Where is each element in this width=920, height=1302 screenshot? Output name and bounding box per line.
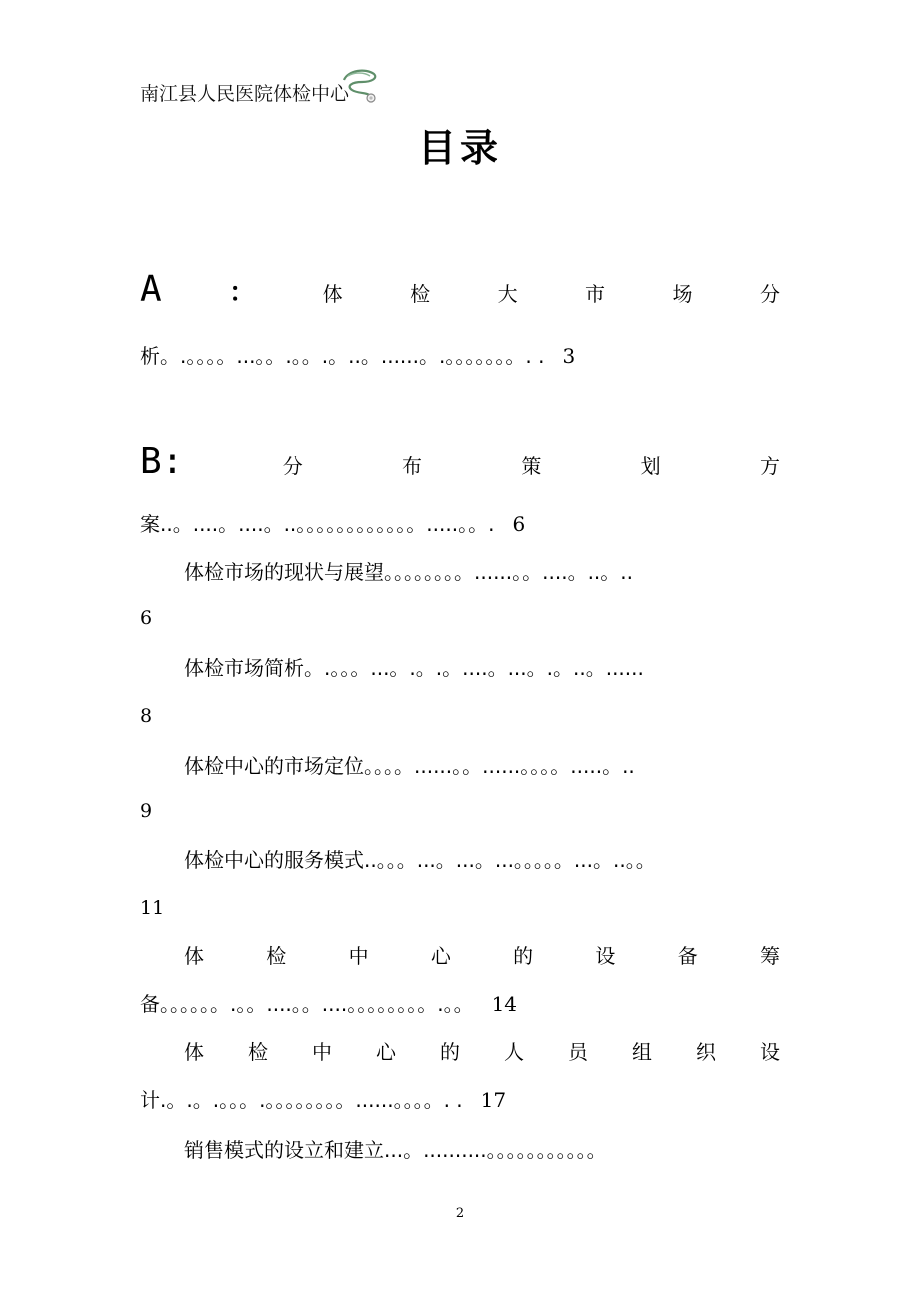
toc-char: 分 (282, 454, 303, 478)
stethoscope-logo-icon (338, 66, 380, 106)
page-number: 2 (455, 1206, 465, 1221)
toc-entry-equipment-leader[interactable] (140, 990, 517, 1018)
toc-char: 人 (504, 1040, 524, 1064)
toc-entry-text: 体检中心的服务模式..。。。...。...。...。。。。。...。..。。 (184, 848, 656, 872)
toc-char: 市 (585, 282, 606, 306)
toc-char: 方 (760, 454, 780, 478)
toc-page-number: 8 (140, 705, 153, 727)
toc-char: 体 (184, 944, 204, 968)
toc-char: 检 (248, 1040, 268, 1064)
toc-entry-service-model[interactable] (184, 846, 656, 874)
toc-char: 分 (759, 282, 780, 306)
toc-char: 场 (672, 282, 693, 306)
toc-char: 体 (184, 1040, 204, 1064)
toc-page-number: 6 (140, 607, 153, 629)
toc-page-number: 6 (512, 512, 526, 536)
toc-char: 设 (595, 944, 616, 968)
toc-leader-text: 备。。。。。。.。。....。。....。。。。。。。。.。。 (140, 992, 474, 1016)
toc-entry-sales-model[interactable] (184, 1136, 607, 1164)
toc-entry-text: 体检中心的市场定位。。。。......。。......。。。。.....。.. (184, 754, 635, 778)
toc-char: 检 (410, 282, 431, 306)
toc-char: 中 (312, 1040, 332, 1064)
toc-char: 策 (521, 454, 542, 478)
toc-entry-staff-leader[interactable] (140, 1086, 506, 1114)
toc-char: 员 (568, 1040, 588, 1064)
toc-char: A (140, 269, 162, 310)
toc-page-number: 17 (480, 1088, 507, 1112)
toc-char: 心 (430, 944, 451, 968)
toc-char: 心 (376, 1040, 396, 1064)
toc-char: 的 (513, 944, 534, 968)
toc-entry-a-leader[interactable] (140, 342, 575, 370)
toc-leader-text: 计.。.。.。。。.。。。。。。。。......。。。。. . (140, 1088, 463, 1112)
toc-char: 布 (402, 454, 423, 478)
toc-char: B: (140, 441, 184, 482)
toc-entry-b-leader[interactable] (140, 510, 525, 538)
toc-char: 大 (497, 282, 518, 306)
toc-char: 体 (322, 282, 343, 306)
toc-entry-equipment-heading[interactable] (184, 942, 780, 970)
toc-entry-text: 销售模式的设立和建立...。..........。。。。。。。。。。。 (184, 1138, 607, 1162)
toc-page-number: 11 (140, 897, 165, 919)
toc-entry-b-heading[interactable] (140, 441, 780, 482)
toc-entry-text: 体检市场的现状与展望。。。。。。。。......。。....。..。.. (184, 560, 634, 584)
toc-char: 检 (266, 944, 287, 968)
toc-char: 组 (632, 1040, 652, 1064)
toc-char: 织 (696, 1040, 716, 1064)
toc-char: 设 (760, 1040, 780, 1064)
toc-entry-a-heading[interactable] (140, 269, 780, 310)
page-title: 目录 (417, 126, 502, 170)
toc-char: 中 (348, 944, 369, 968)
toc-leader-text: 析。.。。。。...。。.。。.。..。......。.。。。。。。。. . (140, 344, 545, 368)
toc-leader-text: 案..。....。....。..。。。。。。。。。。。。.....。。. (140, 512, 495, 536)
toc-entry-staff-heading[interactable] (184, 1038, 780, 1066)
toc-char: 备 (677, 944, 698, 968)
toc-page-number: 14 (491, 992, 518, 1016)
toc-entry-market-status[interactable] (184, 558, 633, 586)
toc-char: 筹 (759, 944, 780, 968)
toc-char: 划 (640, 454, 661, 478)
toc-page-number: 3 (562, 344, 576, 368)
toc-entry-text: 体检市场简析。.。。。...。.。.。....。...。.。..。...... (184, 656, 644, 680)
toc-entry-market-positioning[interactable] (184, 752, 635, 780)
document-header: 南江县人民医院体检中心 (140, 83, 350, 105)
toc-char: ： (229, 278, 256, 308)
toc-page-number: 9 (140, 800, 153, 822)
toc-entry-market-analysis[interactable] (184, 654, 644, 682)
toc-char: 的 (440, 1040, 460, 1064)
